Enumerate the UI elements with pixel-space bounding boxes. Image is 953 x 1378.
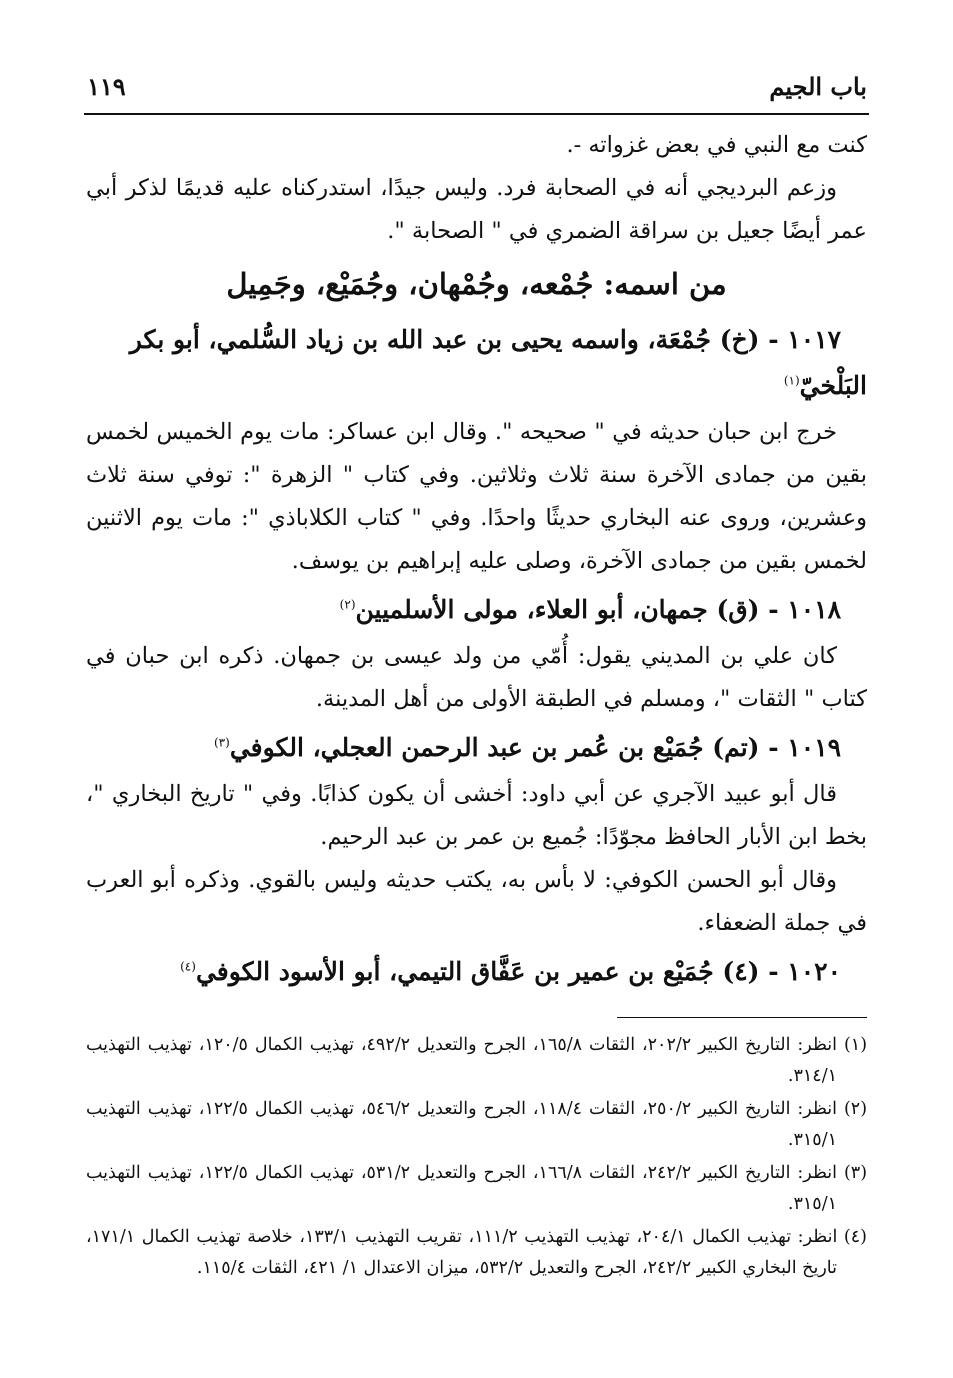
- footnote-1: (١) انظر: التاريخ الكبير ٢٠٢/٢، الثقات ١٦٥/٨، الجرح والتعديل ٤٩٢/٢، تهذيب الكمال ١٢٠/٥، تهذيب التهذيب ٣١٤/١.: [86, 1035, 868, 1086]
- page-header: [85, 70, 867, 110]
- header-divider: [84, 113, 869, 115]
- footnote-ref: (٣): [213, 735, 230, 750]
- footnote-ref: (١): [783, 373, 800, 388]
- paragraph: وزعم البرديجي أنه في الصحابة فرد. وليس جيدًا، استدركناه عليه قديمًا لذكر أبي عمر أيضًا جعيل بن سراقة الضمري في " الصحابة ".: [86, 175, 867, 244]
- chapter-title: باب الجيم: [769, 72, 867, 101]
- section-heading: من اسمه: جُمْعه، وجُمْهان، وجُمَيْع، وجَمِيل: [226, 267, 727, 301]
- entry-title: ١٠٢٠ - (٤) جُمَيْع بن عمير بن عَفَّاق التيمي، أبو الأسود الكوفي: [195, 957, 841, 986]
- footnote-4: (٤) انظر: تهذيب الكمال ٢٠٤/١، تهذيب التهذيب ١١١/٢، تقريب التهذيب ١٣٣/١، خلاصة تهذيب الكمال ١٧١/١، تاريخ البخاري الكبير ٢٤٢/٢، الجرح والتعديل ٥٣٢/٢، ميزان الاعتدال ١/ ٤٢١، الثقات ١١٥/٤.: [86, 1227, 867, 1278]
- entry-text-1018: كان علي بن المديني يقول: أُمّي من ولد عيسى بن جمهان. ذكره ابن حبان في كتاب " الثقات "، ومسلم في الطبقة الأولى من أهل المدينة.: [86, 643, 867, 712]
- paragraph: كنت مع النبي في بعض غزواته -.: [566, 132, 867, 158]
- page-number: ١١٩: [87, 72, 126, 101]
- entry-heading-1018: [86, 587, 867, 633]
- footnote-3: (٣) انظر: التاريخ الكبير ٢٤٢/٢، الثقات ١٦٦/٨، الجرح والتعديل ٥٣١/٢، تهذيب الكمال ١٢٢/٥، تهذيب التهذيب ٣١٥/١.: [86, 1163, 868, 1214]
- entry-title: ١٠١٧ - (خ) جُمْعَة، واسمه يحيى بن عبد الله بن زياد السُّلمي، أبو بكر البَلْخيّ: [129, 325, 867, 400]
- entry-heading-1017: [86, 317, 867, 409]
- footnote-ref: (٢): [339, 597, 356, 612]
- footnote-ref: (٤): [180, 959, 196, 974]
- main-text: [86, 124, 867, 997]
- entry-title: ١٠١٩ - (تم) جُمَيْع بن عُمر بن عبد الرحمن العجلي، الكوفي: [229, 733, 841, 762]
- footnotes: [86, 1030, 867, 1286]
- footnote-divider: [617, 1017, 867, 1018]
- entry-text-1017: خرج ابن حبان حديثه في " صحيحه ". وقال ابن عساكر: مات يوم الخميس لخمس بقين من جمادى الآخرة سنة ثلاث وثلاثين. وفي كتاب " الزهرة ": توفي سنة ثلاث وعشرين، وروى عنه البخاري حديثًا واحدًا. وفي " كتاب الكلاباذي ": مات يوم الاثنين لخمس بقين من جمادى الآخرة، وصلى عليه إبراهيم بن يوسف.: [86, 419, 867, 574]
- entry-heading-1020: [86, 949, 867, 995]
- entry-text-1019: قال أبو عبيد الآجري عن أبي داود: أخشى أن يكون كذابًا. وفي " تاريخ البخاري "، بخط ابن الأبار الحافظ مجوّدًا: جُميع بن عمر بن عبد الرحيم.: [86, 781, 867, 850]
- entry-heading-1019: [86, 725, 867, 771]
- entry-text-1019-cont: وقال أبو الحسن الكوفي: لا بأس به، يكتب حديثه وليس بالقوي. وذكره أبو العرب في جملة الضعفاء.: [86, 867, 867, 936]
- footnote-2: (٢) انظر: التاريخ الكبير ٢٥٠/٢، الثقات ١١٨/٤، الجرح والتعديل ٥٤٦/٢، تهذيب الكمال ١٢٢/٥، تهذيب التهذيب ٣١٥/١.: [86, 1099, 868, 1150]
- entry-title: ١٠١٨ - (ق) جمهان، أبو العلاء، مولى الأسلميين: [355, 595, 841, 624]
